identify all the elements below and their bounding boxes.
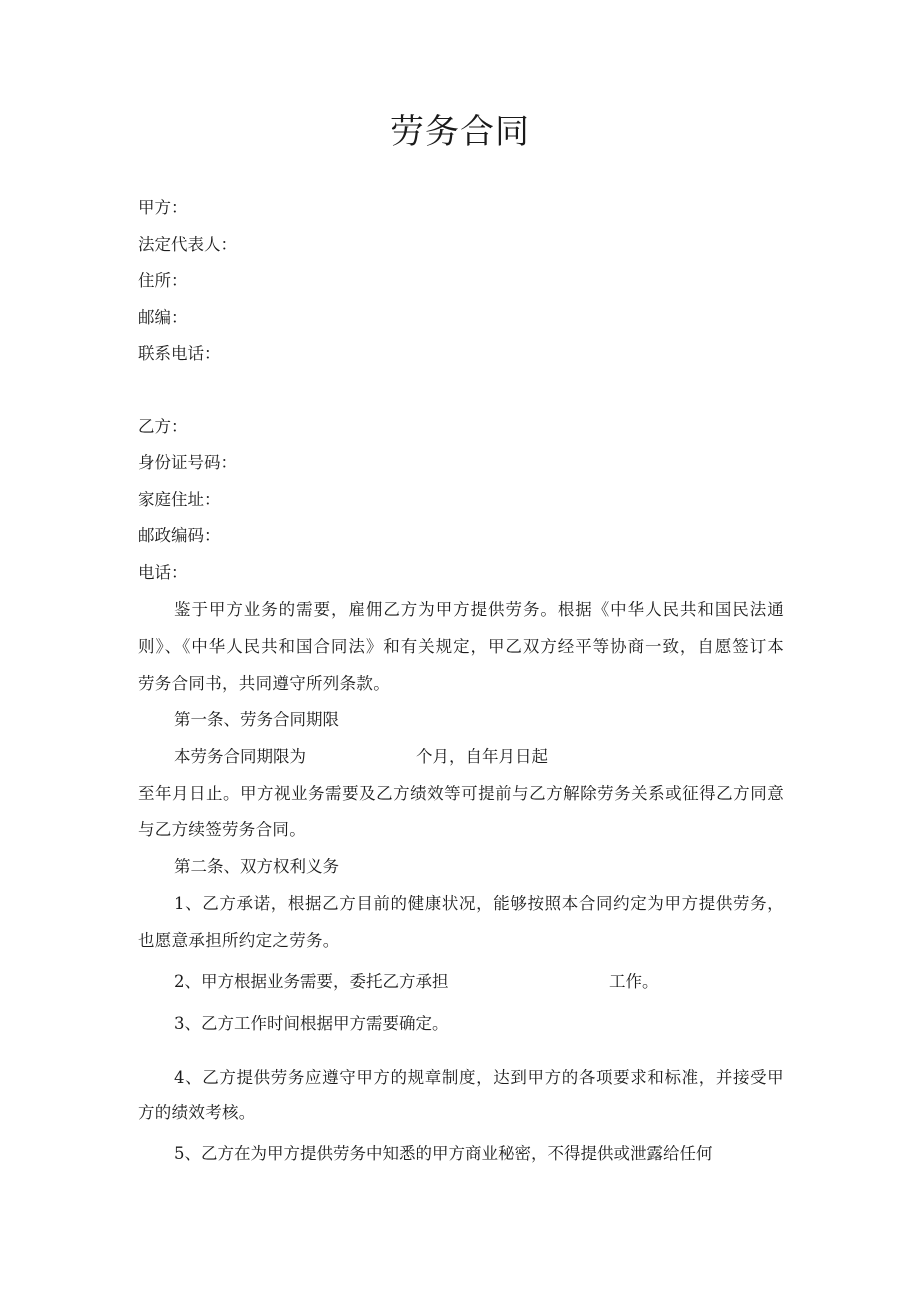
article-2-heading: 第二条、双方权利义务 [174,857,339,876]
article-2-item-4-line-1: 4、乙方提供劳务应遵守甲方的规章制度，达到甲方的各项要求和标准，并接受甲 [174,1068,784,1087]
document-title: 劳务合同 [390,112,530,152]
preamble-line-2: 则》、《中华人民共和国合同法》和有关规定，甲乙双方经平等协商一致，自愿签订本 [138,637,784,656]
party-a-legal-rep-label: 法定代表人： [138,235,237,254]
preamble-line-1: 鉴于甲方业务的需要，雇佣乙方为甲方提供劳务。根据《中华人民共和国民法通 [174,600,784,619]
article-2-item-1-line-2: 也愿意承担所约定之劳务。 [138,931,340,950]
article-2-item-2-part-2: 工作。 [609,972,659,991]
party-a-phone-label: 联系电话： [138,344,221,363]
party-b-home-address-label: 家庭住址： [138,490,221,509]
article-2-item-2-part-1: 2、甲方根据业务需要，委托乙方承担 [174,972,449,991]
preamble-line-3: 劳务合同书，共同遵守所列条款。 [138,674,390,693]
article-2-item-4-line-2: 方的绩效考核。 [138,1103,256,1122]
party-b-postcode-label: 邮政编码： [138,526,221,545]
party-a-label: 甲方： [138,198,188,217]
article-1-line-2: 至年月日止。甲方视业务需要及乙方绩效等可提前与乙方解除劳务关系或征得乙方同意 [138,784,784,803]
article-2-item-3: 3、乙方工作时间根据甲方需要确定。 [174,1014,449,1033]
article-1-term-part-1: 本劳务合同期限为 [174,747,306,766]
article-2-item-1-line-1: 1、乙方承诺，根据乙方目前的健康状况，能够按照本合同约定为甲方提供劳务， [174,894,784,913]
article-1-line-3: 与乙方续签劳务合同。 [138,820,306,839]
party-a-address-label: 住所： [138,271,188,290]
article-1-heading: 第一条、劳务合同期限 [174,710,339,729]
party-a-postcode-label: 邮编： [138,308,188,327]
party-b-label: 乙方： [138,417,188,436]
article-2-item-5-line-1: 5、乙方在为甲方提供劳务中知悉的甲方商业秘密，不得提供或泄露给任何 [174,1144,713,1163]
party-b-id-label: 身份证号码： [138,453,237,472]
party-b-phone-label: 电话： [138,563,188,582]
article-1-term-part-2: 个月，自年月日起 [416,747,548,766]
